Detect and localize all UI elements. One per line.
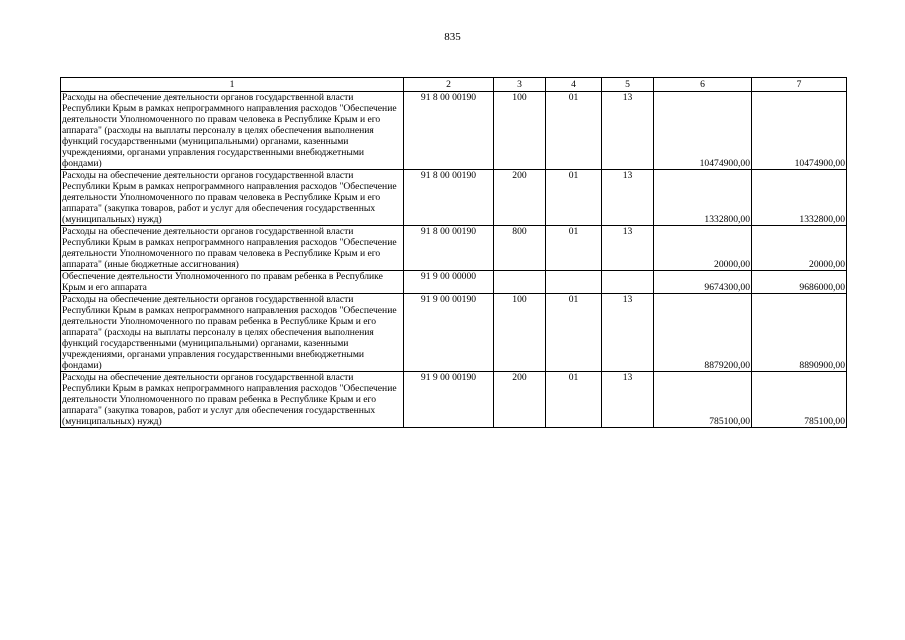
row-expense-type — [494, 271, 546, 294]
column-header-code: 2 — [404, 78, 494, 92]
row-section: 01 — [546, 170, 602, 226]
row-expense-type: 200 — [494, 170, 546, 226]
row-subsection: 13 — [602, 226, 654, 271]
row-value-6: 8879200,00 — [654, 294, 752, 372]
row-description: Расходы на обеспечение деятельности органов государственной власти Республики Крым в рамках непрограммного направления расходов "Обеспечение деятельности Уполномоченного по правам ребенка в Республике Крым и его аппарата" (расходы на выплаты персоналу в целях обеспечения выполнения функций государственными (муниципальными) органами, казенными учреждениями, органами управления государственными внебюджетными фондами) — [61, 294, 404, 372]
row-subsection: 13 — [602, 170, 654, 226]
page-number: 835 — [444, 31, 461, 43]
row-value-7: 20000,00 — [752, 226, 847, 271]
row-section: 01 — [546, 372, 602, 428]
row-subsection: 13 — [602, 372, 654, 428]
table-row — [61, 170, 847, 226]
row-value-7: 10474900,00 — [752, 92, 847, 170]
row-value-6: 1332800,00 — [654, 170, 752, 226]
row-code: 91 8 00 00190 — [404, 170, 494, 226]
row-subsection: 13 — [602, 92, 654, 170]
row-section: 01 — [546, 226, 602, 271]
row-value-7: 8890900,00 — [752, 294, 847, 372]
budget-table — [60, 77, 847, 428]
row-description: Обеспечение деятельности Уполномоченного по правам ребенка в Республике Крым и его аппарата — [61, 271, 404, 294]
row-expense-type: 800 — [494, 226, 546, 271]
row-code: 91 9 00 00190 — [404, 294, 494, 372]
column-header-expense-type: 3 — [494, 78, 546, 92]
row-section: 01 — [546, 294, 602, 372]
row-expense-type: 100 — [494, 92, 546, 170]
row-subsection — [602, 271, 654, 294]
table-row — [61, 294, 847, 372]
column-header-value-7: 7 — [752, 78, 847, 92]
table-row — [61, 372, 847, 428]
row-value-6: 20000,00 — [654, 226, 752, 271]
row-value-7: 9686000,00 — [752, 271, 847, 294]
row-code: 91 8 00 00190 — [404, 92, 494, 170]
row-description: Расходы на обеспечение деятельности органов государственной власти Республики Крым в рамках непрограммного направления расходов "Обеспечение деятельности Уполномоченного по правам ребенка в Республике Крым и его аппарата" (закупка товаров, работ и услуг для обеспечения государственных (муниципальных) нужд) — [61, 372, 404, 428]
row-section: 01 — [546, 92, 602, 170]
table-row — [61, 92, 847, 170]
row-code: 91 9 00 00190 — [404, 372, 494, 428]
row-code: 91 8 00 00190 — [404, 226, 494, 271]
row-expense-type: 200 — [494, 372, 546, 428]
column-header-subsection: 5 — [602, 78, 654, 92]
column-header-description: 1 — [61, 78, 404, 92]
row-value-7: 785100,00 — [752, 372, 847, 428]
row-value-6: 10474900,00 — [654, 92, 752, 170]
row-value-6: 785100,00 — [654, 372, 752, 428]
row-code: 91 9 00 00000 — [404, 271, 494, 294]
row-value-6: 9674300,00 — [654, 271, 752, 294]
row-description: Расходы на обеспечение деятельности органов государственной власти Республики Крым в рамках непрограммного направления расходов "Обеспечение деятельности Уполномоченного по правам человека в Республике Крым и его аппарата" (иные бюджетные ассигнования) — [61, 226, 404, 271]
row-value-7: 1332800,00 — [752, 170, 847, 226]
table-header-row — [61, 78, 847, 92]
column-header-section: 4 — [546, 78, 602, 92]
row-section — [546, 271, 602, 294]
column-header-value-6: 6 — [654, 78, 752, 92]
table-row — [61, 271, 847, 294]
table-row — [61, 226, 847, 271]
row-expense-type: 100 — [494, 294, 546, 372]
row-description: Расходы на обеспечение деятельности органов государственной власти Республики Крым в рамках непрограммного направления расходов "Обеспечение деятельности Уполномоченного по правам человека в Республике Крым и его аппарата" (закупка товаров, работ и услуг для обеспечения государственных (муниципальных) нужд) — [61, 170, 404, 226]
row-description: Расходы на обеспечение деятельности органов государственной власти Республики Крым в рамках непрограммного направления расходов "Обеспечение деятельности Уполномоченного по правам человека в Республике Крым и его аппарата" (расходы на выплаты персоналу в целях обеспечения выполнения функций государственными (муниципальными) органами, казенными учреждениями, органами управления государственными внебюджетными фондами) — [61, 92, 404, 170]
row-subsection: 13 — [602, 294, 654, 372]
